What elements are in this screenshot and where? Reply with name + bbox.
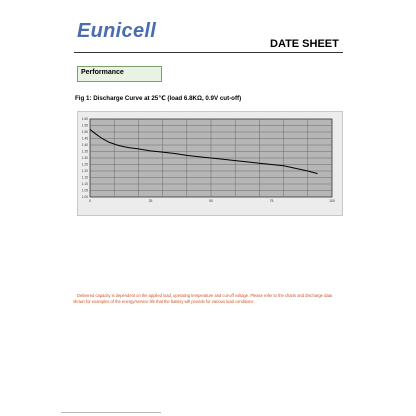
- y-tick-label: 1.60: [81, 117, 88, 122]
- x-tick-label: 75: [269, 199, 274, 203]
- section-heading: [77, 66, 162, 82]
- y-tick-label: 1.50: [81, 130, 88, 135]
- discharge-curve-chart: [77, 111, 343, 216]
- y-tick-label: 1.30: [81, 156, 88, 161]
- header-rule: [74, 52, 343, 53]
- y-tick-label: 1.55: [81, 123, 88, 128]
- figure-caption: Fig 1: Discharge Curve at 25℃ (load 6.8KΩ, 0.9V cut-off): [75, 95, 242, 102]
- x-tick-label: 0: [89, 199, 91, 203]
- brand-logo: Eunicell: [77, 20, 157, 42]
- y-tick-label: 1.25: [81, 162, 88, 167]
- y-tick-label: 1.40: [81, 143, 88, 148]
- footnote-text: Delivered capacity is dependent on the applied load, operating temperature and cut-off voltage. Please refer to the charts and discharge data shown for examples of the energy/service life that the battery will provide for various load conditions.: [73, 293, 333, 305]
- x-tick-label: 25: [148, 199, 153, 203]
- y-tick-label: 1.45: [81, 136, 88, 141]
- y-tick-label: 1.20: [81, 169, 88, 174]
- footer-rule: [61, 412, 161, 413]
- y-tick-label: 1.15: [81, 175, 88, 180]
- y-tick-label: 1.00: [81, 195, 88, 200]
- section-label: Performance: [81, 69, 124, 76]
- y-tick-label: 1.35: [81, 149, 88, 154]
- x-tick-label: 50: [209, 199, 213, 203]
- document-title: DATE SHEET: [270, 38, 339, 50]
- x-tick-label: 100: [329, 199, 335, 203]
- y-tick-label: 1.05: [81, 188, 88, 193]
- y-tick-label: 1.10: [81, 182, 88, 187]
